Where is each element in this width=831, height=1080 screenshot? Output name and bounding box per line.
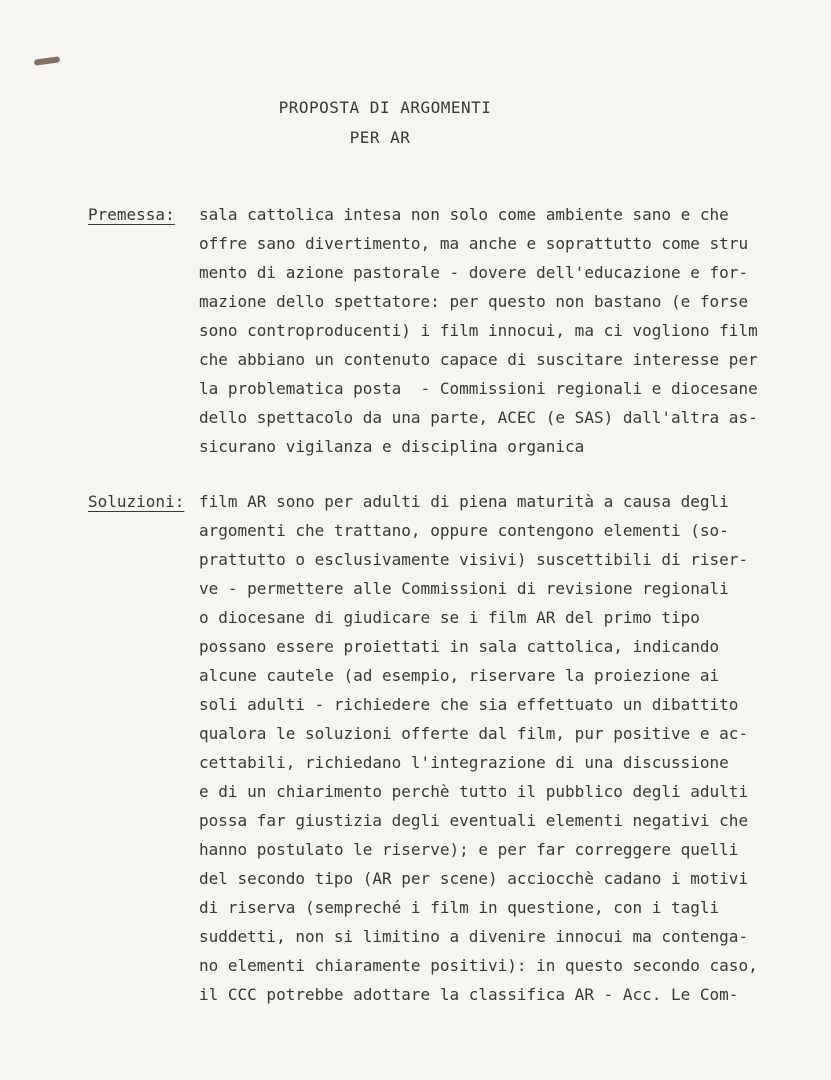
ink-mark	[34, 56, 61, 66]
section-body-premessa	[199, 205, 799, 466]
section-label-premessa: Premessa:	[88, 205, 175, 224]
text-line: mazione dello spettatore: per questo non bastano (e forse	[199, 292, 749, 311]
text-line: dello spettacolo da una parte, ACEC (e SAS) dall'altra as-	[199, 408, 758, 427]
text-line: il CCC potrebbe adottare la classifica AR - Acc. Le Com-	[199, 985, 739, 1004]
text-line: mento di azione pastorale - dovere dell'educazione e for-	[199, 263, 749, 282]
text-line: qualora le soluzioni offerte dal film, pur positive e ac-	[199, 724, 749, 743]
text-line: che abbiano un contenuto capace di suscitare interesse per	[199, 350, 758, 369]
text-line: alcune cautele (ad esempio, riservare la proiezione ai	[199, 666, 720, 685]
document-title-line-1: PROPOSTA DI ARGOMENTI	[278, 98, 492, 117]
text-line: film AR sono per adulti di piena maturità a causa degli	[199, 492, 729, 511]
text-line: sala cattolica intesa non solo come ambiente sano e che	[199, 205, 729, 224]
text-line: cettabili, richiedano l'integrazione di una discussione	[199, 753, 729, 772]
text-line: del secondo tipo (AR per scene) acciocchè cadano i motivi	[199, 869, 749, 888]
text-line: argomenti che trattano, oppure contengono elementi (so-	[199, 521, 729, 540]
text-line: soli adulti - richiedere che sia effettuato un dibattito	[199, 695, 739, 714]
text-line: sono controproducenti) i film innocui, ma ci vogliono film	[199, 321, 758, 340]
document-title-line-2: PER AR	[349, 128, 411, 147]
text-line: ve - permettere alle Commissioni di revisione regionali	[199, 579, 729, 598]
text-line: e di un chiarimento perchè tutto il pubblico degli adulti	[199, 782, 749, 801]
text-line: possano essere proiettati in sala cattolica, indicando	[199, 637, 720, 656]
text-line: offre sano divertimento, ma anche e soprattutto come stru	[199, 234, 749, 253]
section-body-soluzioni	[199, 492, 799, 1014]
text-line: no elementi chiaramente positivi): in questo secondo caso,	[199, 956, 758, 975]
text-line: hanno postulato le riserve); e per far correggere quelli	[199, 840, 739, 859]
text-line: suddetti, non si limitino a divenire innocui ma contenga-	[199, 927, 749, 946]
text-line: sicurano vigilanza e disciplina organica	[199, 437, 585, 456]
section-label-soluzioni: Soluzioni:	[88, 492, 185, 511]
text-line: la problematica posta - Commissioni regionali e diocesane	[199, 379, 758, 398]
text-line: di riserva (sempreché i film in questione, con i tagli	[199, 898, 720, 917]
text-line: o diocesane di giudicare se i film AR del primo tipo	[199, 608, 700, 627]
text-line: prattutto o esclusivamente visivi) suscettibili di riser-	[199, 550, 749, 569]
text-line: possa far giustizia degli eventuali elementi negativi che	[199, 811, 749, 830]
